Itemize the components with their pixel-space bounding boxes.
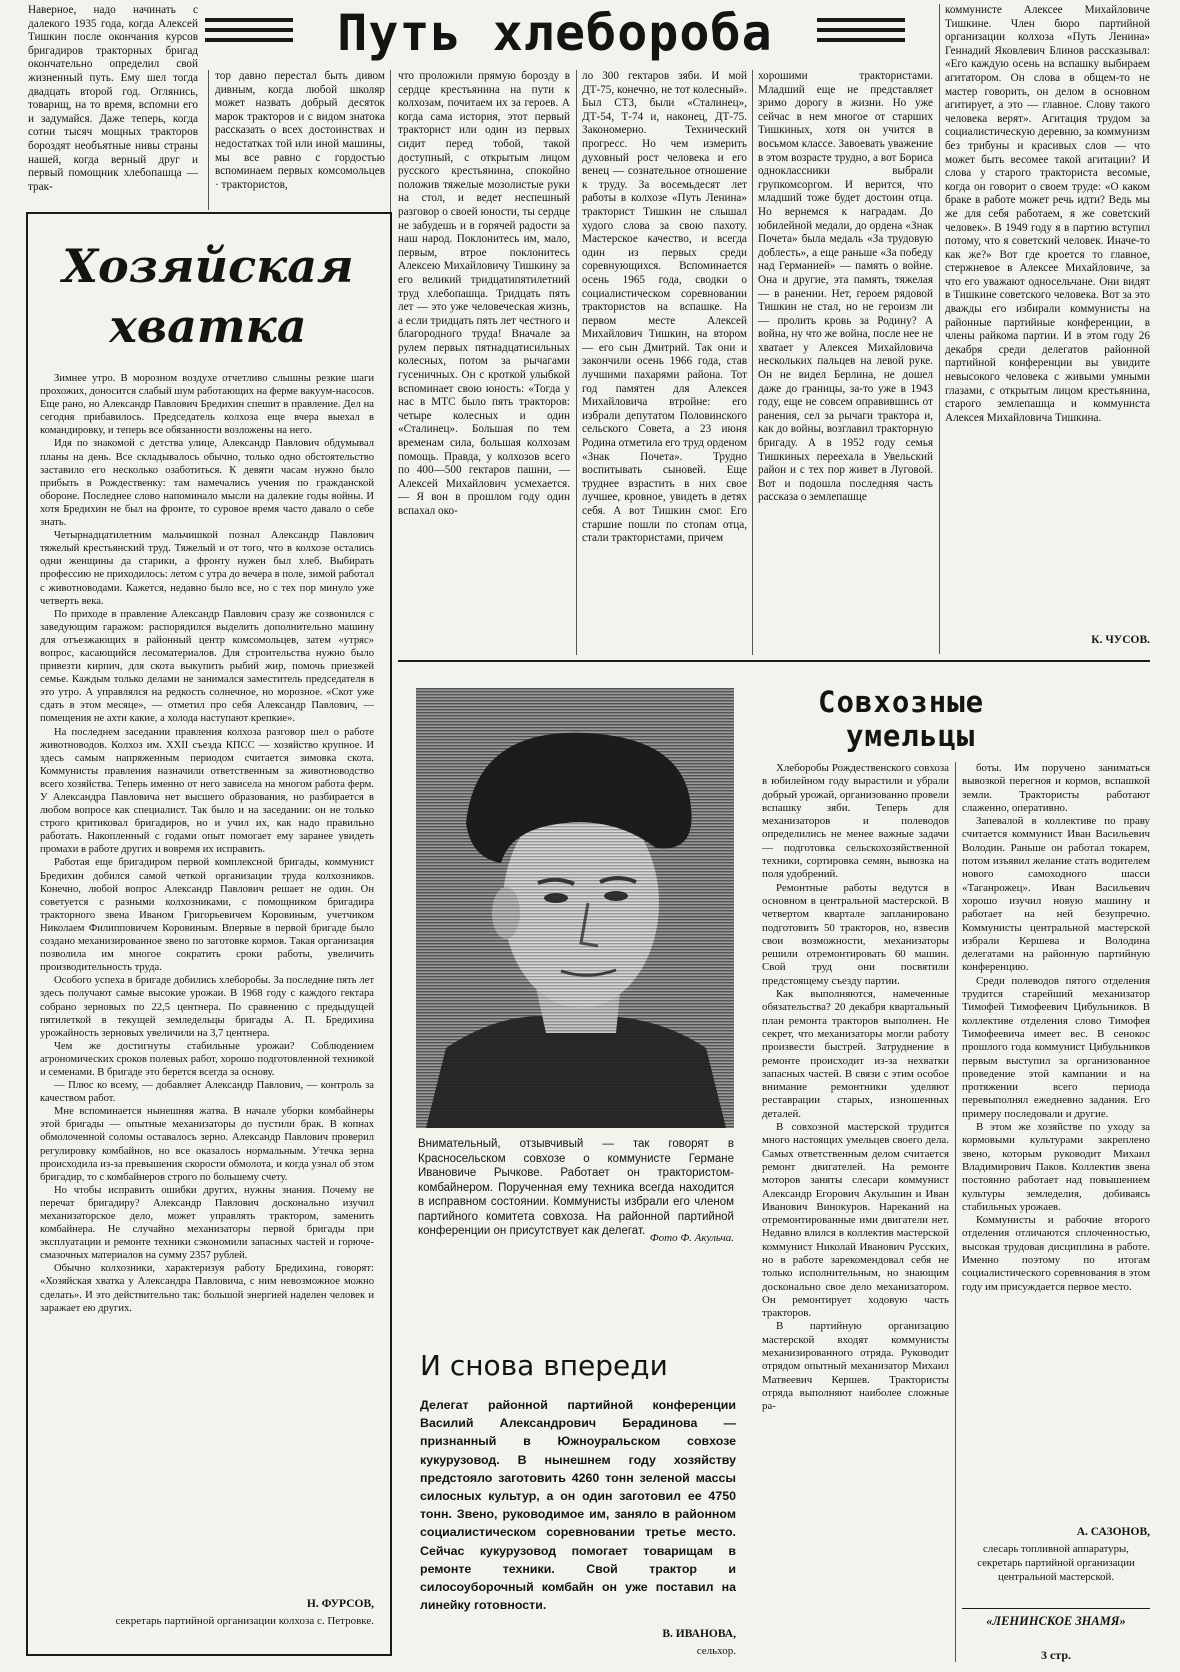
photo-caption: Внимательный, отзывчивый — так говорят в Красносельском совхозе о коммунисте Германе Ивановиче Рычкове. Работает он трактористом-комбайнером. Порученная ему техника всегда находится в исправном состоянии. Коммунисты избрали его членом партийного комитета совхоза. На районной партийной конференции он присутствует как делегат. bbox=[418, 1138, 734, 1237]
put-col-3: что проложили прямую борозду в сердце крестьянина на пути к колхозам, почитаем их за героев. А когда сама история, этот первый тракторист или один из первых сидит перед тобой, такой доступный, с открытым лицом русского крестьянина, спокойно положив тяжелые мозолистые руки на стол, и ведет неспешный разговор о своей юности, ты сердце не забудешь и в горячей радости за наш народ. Поклонитесь им, мало, первым, втрое поклонитесь Алексею Михайловичу Тишкину за его великий тридцатипятилетний труд хлебопашца. Тридцать пять лет — это уже человеческая жизнь, а если тридцать пять лет честного и благородного труда! Вначале за рулем первых пятнадцатисильных колесных, потом за рычагами гусеничных. Он с кроткой улыбкой вспоминает свою юность: «Тогда у нас в МТС было пять тракторов: четыре колесных и один «Сталинец». Большая по тем временам сила, большая колхозам помощь. Правда, у колхозов всего по 400—500 гектаров пашни, — Алексей Михайлович усмехается. — Я вон в прошлом году один вспахал око- bbox=[398, 70, 570, 517]
paragraph: Хлеборобы Рождественского совхоза в юбилейном году вырастили и убрали добрый урожай, организованно провели вспашку зяби. Теперь для механизаторов и полеводов определились не менее важные задачи — подготовка сельскохозяйственной техники, сортировка семян, вывозка на поля удобрений. bbox=[762, 762, 949, 881]
headline-sovkhoznye-umeltsy bbox=[818, 685, 1138, 757]
paragraph: боты. Им поручено заниматься вывозкой перегноя и кормов, вспашкой земли. Трактористы работают слаженно, оперативно. bbox=[962, 762, 1150, 814]
paragraph: — Плюс ко всему, — добавляет Александр Павлович, — контроль за качеством работ. bbox=[40, 1080, 374, 1105]
paragraph: По приходе в правление Александр Павлович сразу же созвонился с заведующим гаражом: распорядился выделить дополнительно машину для отъезжающих в районный центр комсомольцев, затем «утряс» вопрос, касающийся лесоматериалов. Для строительства нужно было привезти кирпич, для скота выкупить рыбий жир, помочь приезжей семье. Каждым только делами не занимался заместитель председателя в это утро. А управлялся на редкость солнечное, но морозное. «Скот уже сдать в этом месяце», — отметил про себя Александр Павлович, — помещения не ахти какие, а холода наступают крепкие». bbox=[40, 608, 374, 725]
col-divider bbox=[955, 762, 956, 1662]
photo-credit: Фото Ф. Акульча. bbox=[649, 1232, 734, 1244]
paragraph: Запевалой в коллективе по праву считается коммунист Иван Васильевич Володин. Раньше он работал токарем, потом изъявил желание стать водителем нового самоходного шасси «Таганрожец». Иван Васильевич хорошо изучил новую машину и работает на ней безупречно. Коммунисты центральной мастерской избрали Кершева и Володина делегатами на районную партийную конференцию. bbox=[962, 815, 1150, 974]
put-col-5: хорошими трактористами. Младший еще не представляет зримо дорогу в жизни. Но уже сейчас в нем многое от старших Тишкиных, хотя он учится в восьмом классе. Завоевать уважение в этом возрасте трудно, а вот Бориса одноклассники выбрали групкомсоргом. И верится, что младший тоже будет достоин отца. Но вернемся к наградам. До юбилейной медали, до ордена «Знак Почета» была медаль «За трудовую доблесть», а еще раньше «За победу над Германией» — память о войне. Она и другие, эта память, тяжелая — в ранении. Нет, героем рядовой Тишкин не стал, но не героизм ли — пролить кровь за Родину? А война, ну что же война, после нее не хватает у Алексея Михайловича нескольких пальцев на левой руке. Он не видел Берлина, не дошел даже до границы, за-то уже в 1943 году, еще не совсем оправившись от ранения, сел за рычаги трактора и, как до войны, возглавил тракторную бригаду. А в 1952 году семья Тишкиных переехала в Увельский район и с тех пор живет в Луговой. Вот и подошла последняя часть рассказа о землепашце bbox=[758, 70, 933, 504]
paragraph: В этом же хозяйстве по уходу за кормовыми культурами закреплено звено, которым руководит Михаил Владимирович Паков. Коллектив звена постоянно работает над повышением культуры земледелия, добиваясь стабильных урожаев. bbox=[962, 1121, 1150, 1213]
paragraph: Среди полеводов пятого отделения трудится старейший механизатор Тимофей Тимофеевич Цибульников. В коллективе отделения слово Тимофея Тимофеевича имеет вес. В сенокос прошлого года коммунист Цибульников первым выступил за организованное проведение этой кампании и на протяжении всего периода перевыполнял ежедневно задания. Его примеру последовали и другие. bbox=[962, 974, 1150, 1120]
umeltsy-col-2 bbox=[962, 762, 1150, 1524]
headline-line-2: хватка bbox=[109, 299, 307, 353]
put-col-1: Наверное, надо начинать с далекого 1935 года, когда Алексей Тишкин после окончания курсов бригадиров тракторных бригад окончательно определил свой жизненный путь. Ему шел тогда двадцать второй год. Оглянись, товарищ, на то время, вспомни его и задумайся. Даже теперь, когда сотни тысяч мощных тракторов бороздят необъятные нивы страны нашей, когда верный друг и первый помощник хлебопашца — трак- bbox=[28, 4, 198, 193]
i-snova-signature-role: сельхор. bbox=[696, 1645, 736, 1657]
headline-line-2: умельцы bbox=[846, 719, 976, 753]
paragraph: Обычно колхозники, характеризуя работу Бредихина, говорят: «Хозяйская хватка у Александра Павловича, с ним невозможное можно сделать». И это действительно так: большой энергией наделен человек и заражает ею других. bbox=[40, 1263, 374, 1314]
footer-rule bbox=[962, 1608, 1150, 1609]
paragraph: Чем же достигнуты стабильные урожаи? Соблюдением агрономических сроков полевых работ, хорошо подготовленной техникой и семенами. В бригаде это берется всегда за основу. bbox=[40, 1040, 374, 1078]
col-divider bbox=[939, 4, 940, 654]
paragraph: Мне вспоминается нынешняя жатва. В начале уборки комбайнеры этой бригады — опытные механизаторы до пустили брак. В копнах обмолоченной соломы оставалось зерно. Александр Павлович проверил регулировку комбайнов, но все оказалось нормальным. Утечка зерна происходила из-за превышения скорости обмолота, и когда узнал об этом бригадир, то с комбайнеров строго по большему счету. bbox=[40, 1106, 374, 1183]
headline-i-snova-vperedi: И снова впереди bbox=[420, 1349, 668, 1382]
headline-text: Путь хлебороба bbox=[337, 4, 773, 62]
umeltsy-col-1 bbox=[762, 762, 949, 1662]
paragraph: В партийную организацию мастерской входят коммунисты механизированного отряда. Руководит отрядом опытный механизатор Михаил Матвеевич Кершев. Трактористы отряда выполняют наиболее сложные ра- bbox=[762, 1320, 949, 1413]
paragraph: Особого успеха в бригаде добились хлеборобы. За последние пять лет здесь получают самые высокие урожаи. В 1968 году с каждого гектара собрано зерновых по 22,5 центнера. По сравнению с предыдущей пятилеткой в текущей земледельцы бригады А. П. Бредихина урожайность зерновых увеличили на 3,7 центнера. bbox=[40, 975, 374, 1039]
headline-put-khleboroba bbox=[205, 4, 905, 66]
col-divider bbox=[576, 70, 577, 655]
paragraph: Зимнее утро. В морозном воздухе отчетливо слышны резкие шаги прохожих, доносится слабый шум работающих на ферме вакуум-насосов. Еще рано, но Александр Павлович Бредихин спешит в правление. Дел на сегодня прибавилось. Председатель колхоза еще вчера выехал в командировку, и теперь все обязанности возложены на него. bbox=[40, 373, 374, 437]
paragraph: Коммунисты и рабочие второго отделения отличаются сплоченностью, высокая трудовая дисциплина в работе. Именно поэтому по итогам социалистического соревнования в этом году им присуждается первое место. bbox=[962, 1214, 1150, 1293]
khozyayskaya-signature: Н. ФУРСОВ, bbox=[306, 1598, 374, 1610]
headline-line-1: Совхозные bbox=[818, 685, 985, 719]
umeltsy-signature: А. САЗОНОВ, bbox=[1076, 1526, 1150, 1538]
col-divider bbox=[752, 70, 753, 655]
paragraph: В совхозной мастерской трудится много настоящих умельцев своего дела. Самых ответственным делом считается ремонт двигателей. На ремонте моторов заняты слесари коммунист Александр Егорович Акульшин и Иван Иванович Винокуров. Нареканий на отремонтированные ими двигатели нет. Недавно влился в коллектив мастерской коммунист Николай Иванович Русских, но в работе зарекомендовал себя не только исполнительным, но знающим досконально свое дело механизатором. Он ремонтирует ходовую часть тракторов. bbox=[762, 1121, 949, 1320]
paragraph: Ремонтные работы ведутся в основном в центральной мастерской. В четвертом квартале запланировано подготовить 50 тракторов, но, взвесив свои возможности, механизаторы решили отремонтировать 60 машин. Свой труд они посвятили предстоящему съезду партии. bbox=[762, 881, 949, 987]
i-snova-body: Делегат районной партийной конференции Василий Александрович Берадинова — признанный в Южноуральском совхозе кукурузовод. В нынешнем году хозяйству предстояло заготовить 4260 тонн зеленой массы силосных культур, а он один заготовил ее 4750 тонн. Звено, руководимое им, заняло в районном социалистическом соревновании третье место. Сейчас кукурузовод помогает товарищам в ремонте техники. Свой трактор и силосоуборочный комбайн он уже поставил на линейку готовности. bbox=[420, 1398, 736, 1613]
i-snova-signature: В. ИВАНОВА, bbox=[662, 1628, 736, 1640]
put-col-6: коммунисте Алексее Михайловиче Тишкине. Член бюро партийной организации колхоза «Путь Ленина» Геннадий Яковлевич Блинов рассказывал: «Его каждую осень на вспашку выбираем агитатором. Он слова в общем-то не мастер говорить, он делом в основном агитирует, а это — главное. Слову такого человека верят». Агитация трудом за социалистическую деревню, за коммунизм без трибуны и красивых слов — что может быть весомее такой агитации? И слова у старого тракториста весомые, когда он говорит о своем труде: «О каком браке в работе может речь идти? Ведь мы же для себя работаем, я же советский человек». В 1949 году я в партию вступил потому, что я советский человек. Иначе-то как же?» Вот где кроется то главное, стержневое в Алексее Михайловиче, за что его уважают односельчане. Они видят в Тишкине советского человека. Вот за это дважды его избирали коммунисты на районные партийные конференции, в члены райкома партии. И в этом году 26 декабря среди делегатов районной партийной конференции вы увидите невысокого человека с живыми умными глазами, с открытым лицом крестьянина, старого землепашца и коммуниста Алексея Михайловича Тишкина. bbox=[945, 4, 1150, 424]
paragraph: На последнем заседании правления колхоза разговор шел о работе животноводов. Колхоз им. XXII съезда КПСС — хозяйство крупное. И здесь самым напряженным периодом считается зимовка скота. Коммунисты правления назначили ответственным за животноводство всего хозяйства. Теперь именно от него зависела на многом работа ферм. У Александра Павловича нет высшего образования, но разбирается в любом вопросе как специалист. Так было и на заседании: он не только строго критиковал бригадиров, но и учил их, как надо правильно работать. Накопленный с годами опыт помогает ему заранее увидеть промахи в работе других и вовремя их исправить. bbox=[40, 726, 374, 856]
headline-khozyayskaya bbox=[30, 236, 386, 366]
headline-line-1: Хозяйская bbox=[62, 239, 354, 293]
put-col-2: тор давно перестал быть дивом дивным, когда любой школяр может назвать добрый десяток марок тракторов и с видом знатока рассказать о всех достоинствах и недостатках той или иной машины, мы все равно с гордостью вспоминаем первых комсомольцев · трактористов, bbox=[215, 70, 385, 191]
khozyayskaya-signature-role: секретарь партийной организации колхоза с. Петровке. bbox=[115, 1615, 374, 1627]
paragraph: Но чтобы исправить ошибки других, нужны знания. Почему не перечат бригадиру? Александр Павлович досконально изучил механизаторское дело, может управлять трактором, заменить комбайнера. Не случайно механизаторы первой бригады при эксплуатации и ремонте техники сэкономили запасных частей и горюче-смазочных материалов на сумму 2357 рублей. bbox=[40, 1184, 374, 1262]
paragraph: Четырнадцатилетним мальчишкой познал Александр Павлович тяжелый крестьянский труд. Тяжелый и от того, что в колхозе остались одни женщины да старики, а фронту нужен был хлеб. Выбирать профессию не приходилось: летом с утра до вечера в поле, зимой работал с животноводами. Кажется, недавно было все, но с тех пор минуло уже четверть века. bbox=[40, 530, 374, 607]
paragraph: Работая еще бригадиром первой комплексной бригады, коммунист Бредихин добился самой четкой организации труда колхозников. Конечно, любой вопрос Александр Павлович решает не один. Он советуется с разными колхозниками, с помощником бригадира тракторного звена Иваном Григорьевичем Коровиным, учетчиком Николаем Филипповичем Коровиным. Впервые в первой бригаде было создано механизированное звено по заготовке кормов. Такая организация позволила им многое сократить сроки работы, увеличить производительность труда. bbox=[40, 857, 374, 974]
section-rule bbox=[398, 660, 1150, 662]
put-signature: К. ЧУСОВ. bbox=[1091, 634, 1150, 646]
photo-portrait bbox=[416, 688, 734, 1128]
col-divider bbox=[208, 70, 209, 210]
page-number: 3 стр. bbox=[1040, 1648, 1072, 1662]
khozyayskaya-body bbox=[40, 372, 374, 1547]
paragraph: Как выполняются, намеченные обязательства? 20 декабря квартальный план ремонта тракторов выполнен. Не секрет, что механизаторы могли работу произвести быстрей. Затруднение в ремонте происходит из-за нехватки запасных частей. В связи с этим особое внимание ремонтники уделяют реставрации старых, изношенных деталей. bbox=[762, 988, 949, 1120]
put-col-4: ло 300 гектаров зяби. И мой ДТ-75, конечно, не тот колесный». Был СТЗ, были «Сталинец», ДТ-54, Т-74 и, наконец, ДТ-75. Закономерно. Технический прогресс. Но чем измерить духовный рост человека и его венец — сознательное отношение к труду. За восемьдесят лет работы в колхозе «Путь Ленина» тракторист Тишкин не слышал худого слова за свою пахоту. Мастерское качество, и всегда один из первых среди соревнующихся. Вспоминается осень 1965 года, сводки о социалистическом соревновании трактористов на вспашке. На первом месте Алексей Михайлович Тишкин, на втором — его сын Дмитрий. Так они и закончили осень 1966 года, став лучшими пахарями района. Тот год памятен для Алексея Михайловича втройне: его избрали депутатом Половинского сельского Совета, а 23 июня Родина отметила его труд орденом «Знак Почета». Трудно воспитывать сыновей. Еще труднее взрастить в них свое лучшее, кровное, увидеть в детях себя. А вот Тишкин смог. Его старшие пошли по стопам отца, стали трактористами, причем bbox=[582, 70, 747, 545]
umeltsy-signature-role: слесарь топливной аппаратуры, секретарь партийной организации центральной мастерской. bbox=[977, 1543, 1135, 1583]
paragraph: Идя по знакомой с детства улице, Александр Павлович обдумывал планы на день. Все складывалось обычно, только одно обстоятельство заставило его несколько озаботиться. К девяти часам нужно было прибыть в Рождественку: там намечались учения по гражданской обороне. Последнее слово напоминало мысли на далекие годы войны. И хотя Бредихин не был на фронте, то суровое время часто давало о себе знать. bbox=[40, 438, 374, 529]
newspaper-name: «ЛЕНИНСКОЕ ЗНАМЯ» bbox=[986, 1614, 1126, 1628]
portrait-image bbox=[416, 688, 734, 1128]
